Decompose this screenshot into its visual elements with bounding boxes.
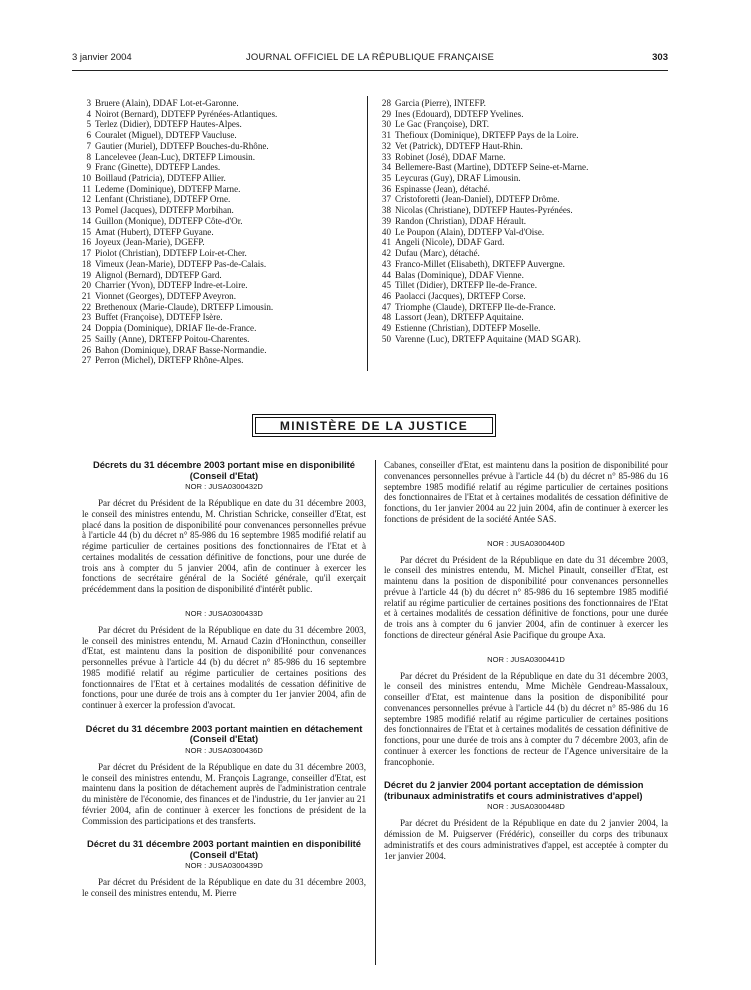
list-item-number: 12 [81,194,91,205]
list-item [380,98,680,109]
list-item-text: Le Gac (Françoise), DRT. [395,119,489,130]
list-item-number: 4 [86,108,91,119]
list-item [80,280,360,291]
list-item-number: 25 [81,333,91,344]
list-item-number: 38 [381,205,391,216]
list-item [380,173,680,184]
list-item-number: 5 [86,119,91,130]
decree-paragraph: Par décret du Président de la République en date du 31 décembre 2003, le conseil des ministres entendu, M. François Lagrange, conseiller d'Etat, est maintenu dans la position de détachement auprès de l'administration centrale du ministère de l'économie, des finances et de l'industrie, du 1er janvier au 21 février 2004, afin de continuer à exercer les fonctions de président de la Commission des participations et des transferts. [82,761,366,826]
list-item-text: Joyeux (Jean-Marie), DGEFP. [95,237,205,248]
list-item-number: 30 [381,119,391,130]
list-item-number: 45 [381,280,391,291]
list-item [80,216,360,227]
list-item-number: 41 [381,237,391,248]
list-item-text: Angeli (Nicole), DDAF Gard. [395,237,505,248]
ministry-heading: MINISTÈRE DE LA JUSTICE [255,417,493,434]
list-item [380,259,680,270]
list-item [80,323,360,334]
list-item [380,334,680,345]
list-item-number: 3 [86,98,91,108]
nor-reference: NOR : JUSA0300436D [185,745,263,755]
list-item [80,355,360,366]
list-item [380,184,680,195]
list-item-text: Varenne (Luc), DRTEFP Aquitaine (MAD SGAR). [395,333,581,344]
appointee-list-right [380,98,680,345]
column-divider-bottom [375,460,376,965]
list-item-text: Pomel (Jacques), DDTEFP Morbihan. [95,205,234,216]
list-item-number: 49 [381,323,391,334]
list-item [80,109,360,120]
list-item [80,141,360,152]
nor-reference: NOR : JUSA0300448D [487,802,565,812]
left-column [82,460,366,912]
list-item-number: 8 [86,151,91,162]
list-item [380,194,680,205]
list-item-number: 15 [81,226,91,237]
list-item-number: 40 [381,226,391,237]
list-item-number: 42 [381,248,391,259]
decree-paragraph: Cabanes, conseiller d'Etat, est maintenu dans la position de disponibilité pour convenances personnelles prévue à l'article 44 (b) du décret n° 85-986 du 16 septembre 1985 modifié relatif au régime particulier de certaines positions des fonctionnaires de l'Etat et à certaines modalités de cessation définitive de fonctions, du 1er janvier 2004 au 22 juin 2004, afin de continuer à exercer les fonctions de président de la société Antée SAS. [384,460,668,524]
list-item-number: 26 [81,344,91,355]
list-item [80,162,360,173]
list-item [380,205,680,216]
list-item-number: 19 [81,269,91,280]
list-item [80,130,360,141]
list-item [380,119,680,130]
list-item [80,173,360,184]
list-item-number: 22 [81,301,91,312]
list-item-text: Amat (Hubert), DTEFP Guyane. [95,226,214,237]
list-item-text: Brethenoux (Marie-Claude), DRTEFP Limousin. [95,301,274,312]
decree-title: Décrets du 31 décembre 2003 portant mise en disponibilité (Conseil d'Etat) [92,459,356,481]
list-item-text: Balas (Dominique), DDAF Vienne. [395,269,524,280]
list-item [80,237,360,248]
list-item-text: Lassort (Jean), DRTEFP Aquitaine. [395,312,524,323]
decree-paragraph: Par décret du Président de la République en date du 31 décembre 2003, le conseil des ministres entendu, M. Michel Pinault, conseiller d'Etat, est maintenu dans la position de disponibilité pour convenances personnelles prévue à l'article 44 (b) du décret n° 85-986 du 16 septembre 1985 modifié relatif au régime particulier de certaines positions des fonctionnaires de l'Etat et à certaines modalités de cessation définitive de fonctions, pour une durée de trois ans à compter du 6 janvier 2004, afin de continuer à exercer les fonctions de directeur général Asie Pacifique du groupe Axa. [384,554,668,640]
list-item-number: 33 [381,151,391,162]
list-item [80,205,360,216]
list-item-text: Paolacci (Jacques), DRTEFP Corse. [395,290,526,301]
list-item-number: 29 [381,108,391,119]
nor-reference: NOR : JUSA0300432D [185,482,263,491]
list-item-text: Le Poupon (Alain), DDTEFP Val-d'Oise. [395,226,545,237]
list-item [80,302,360,313]
list-item-text: Perron (Michel), DRTEFP Rhône-Alpes. [95,355,244,366]
list-item-text: Sailly (Anne), DRTEFP Poitou-Charentes. [95,333,250,344]
list-item [380,323,680,334]
list-item-text: Garcia (Pierre), INTEFP. [395,98,486,108]
list-item-text: Vet (Patrick), DDTEFP Haut-Rhin. [395,140,523,151]
nor-reference: NOR : JUSA0300433D [185,608,263,618]
list-item-text: Boillaud (Patricia), DDTEFP Allier. [95,173,226,184]
list-item-number: 14 [81,215,91,226]
list-item [380,248,680,259]
list-item-number: 35 [381,173,391,184]
list-item-text: Cristoforetti (Jean-Daniel), DDTEFP Drôme. [395,194,560,205]
list-item-number: 43 [381,258,391,269]
list-item [380,237,680,248]
list-item-text: Buffet (Françoise), DDTEFP Isère. [95,312,223,323]
list-item [80,98,360,109]
list-item [380,109,680,120]
header-journal-title: JOURNAL OFFICIEL DE LA RÉPUBLIQUE FRANÇAISE [245,52,495,63]
decree-paragraph: Par décret du Président de la République en date du 31 décembre 2003, le conseil des ministres entendu, M. Arnaud Cazin d'Honincthun, conseiller d'Etat, est maintenu dans la position de disponibilité pour convenances personnelles prévue à l'article 44 (b) du décret n° 85-986 du 16 septembre 1985 modifié relatif au régime particulier de certaines positions des fonctionnaires de l'Etat et à certaines modalités de cessation définitive de fonctions, pour une durée de trois ans à compter du 1er janvier 2004, afin de continuer à exercer la profession d'avocat. [82,624,366,710]
list-item-text: Doppia (Dominique), DRIAF Ile-de-France. [95,323,257,334]
list-item-number: 47 [381,301,391,312]
decree-paragraph: Par décret du Président de la République en date du 2 janvier 2004, la démission de M. Puigserver (Frédéric), conseiller du corps des tribunaux administratifs et des cours administratives d'appel, est acceptée à compter du 1er janvier 2004. [384,818,668,861]
list-item [80,291,360,302]
list-item [80,259,360,270]
list-item [80,119,360,130]
list-item-number: 20 [81,280,91,291]
list-item-text: Piolot (Christian), DDTEFP Loir-et-Cher. [95,248,247,259]
list-item [80,270,360,281]
list-item-number: 16 [81,237,91,248]
list-item-number: 34 [381,162,391,173]
list-item-text: Lancelevee (Jean-Luc), DRTEFP Limousin. [95,151,255,162]
list-item-number: 24 [81,323,91,334]
list-item-number: 32 [381,140,391,151]
list-item-number: 6 [86,130,91,141]
list-item-number: 36 [381,183,391,194]
list-item-number: 13 [81,205,91,216]
list-item-number: 31 [381,130,391,141]
list-item-number: 11 [82,183,91,194]
ministry-heading-box [252,414,496,437]
list-item-text: Robinet (José), DDAF Marne. [395,151,506,162]
list-item [80,345,360,356]
list-item [80,334,360,345]
page-header [72,52,668,66]
list-item [380,280,680,291]
list-item-number: 7 [86,140,91,151]
list-item-text: Nicolas (Christiane), DDTEFP Hautes-Pyrénées. [395,205,573,216]
nor-reference: NOR : JUSA0300440D [487,538,565,548]
list-item-number: 18 [81,258,91,269]
list-item-number: 28 [381,98,391,108]
nor-reference: NOR : JUSA0300439D [185,861,263,871]
appointee-list-left [80,98,360,366]
list-item-text: Bellemere-Bast (Martine), DDTEFP Seine-et-Marne. [395,162,589,173]
decree-paragraph: Par décret du Président de la République en date du 31 décembre 2003, le conseil des ministres entendu, M. Pierre [82,877,366,898]
list-item-text: Espinasse (Jean), détaché. [395,183,490,194]
list-item [380,302,680,313]
list-item-number: 46 [381,290,391,301]
list-item-text: Bahon (Dominique), DRAF Basse-Normandie. [95,344,267,355]
list-item-text: Couralet (Miguel), DDTEFP Vaucluse. [95,130,237,141]
list-item-number: 23 [81,312,91,323]
list-item [80,248,360,259]
list-item-text: Thefioux (Dominique), DRTEFP Pays de la Loire. [395,130,579,141]
list-item-number: 10 [81,173,91,184]
column-divider-top [367,96,368,371]
list-item [380,130,680,141]
list-item [80,194,360,205]
list-item [380,216,680,227]
list-item-text: Estienne (Christian), DDTEFP Moselle. [395,323,541,334]
list-item-text: Dufau (Marc), détaché. [395,248,480,259]
list-item-text: Ledeme (Dominique), DDTEFP Marne. [95,183,241,194]
list-item-number: 21 [81,290,91,301]
list-item-text: Vionnet (Georges), DDTEFP Aveyron. [95,290,236,301]
header-rule [72,70,668,71]
list-item-number: 39 [381,215,391,226]
list-item-text: Bruere (Alain), DDAF Lot-et-Garonne. [95,98,239,108]
list-item [80,184,360,195]
header-page-number: 303 [652,52,668,63]
list-item-text: Noirot (Bernard), DDTEFP Pyrénées-Atlantiques. [95,108,278,119]
list-item-number: 44 [381,269,391,280]
nor-reference: NOR : JUSA0300441D [487,654,565,664]
decree-title: Décret du 31 décembre 2003 portant maintien en détachement (Conseil d'Etat) [85,722,363,745]
list-item-text: Guillon (Monique), DDTEFP Côte-d'Or. [95,215,243,226]
list-item-text: Leycuras (Guy), DRAF Limousin. [395,173,521,184]
list-item-number: 17 [81,248,91,259]
list-item [80,152,360,163]
list-item [380,312,680,323]
list-item [80,312,360,323]
list-item-text: Randon (Christian), DDAF Hérault. [395,215,527,226]
list-item [380,152,680,163]
list-item-number: 50 [381,333,391,344]
list-item-text: Ines (Edouard), DDTEFP Yvelines. [395,108,524,119]
list-item [80,227,360,238]
list-item-text: Triomphe (Claude), DRTEFP Ile-de-France. [395,301,556,312]
list-item-text: Charrier (Yvon), DDTEFP Indre-et-Loire. [95,280,248,291]
decree-title: Décret du 31 décembre 2003 portant maintien en disponibilité (Conseil d'Etat) [86,838,362,860]
header-date: 3 janvier 2004 [72,52,132,63]
list-item [380,270,680,281]
list-item-text: Gautier (Muriel), DDTEFP Bouches-du-Rhône. [95,140,269,151]
list-item-text: Terlez (Didier), DDTEFP Hautes-Alpes. [95,119,242,130]
list-item [380,162,680,173]
list-item [380,141,680,152]
list-item-text: Alignol (Bernard), DDTEFP Gard. [95,269,222,280]
decree-title: Décret du 2 janvier 2004 portant acceptation de démission (tribunaux administratifs et cours administratives d'appel) [384,779,644,801]
list-item-number: 48 [381,312,391,323]
list-item-text: Vimeux (Jean-Marie), DDTEFP Pas-de-Calais. [95,258,267,269]
list-item-text: Lenfant (Christiane), DDTEFP Orne. [95,194,231,205]
list-item-number: 37 [381,194,391,205]
list-item-number: 9 [86,162,91,173]
list-item-text: Franco-Millet (Elisabeth), DRTEFP Auvergne. [395,258,565,269]
right-column [384,460,668,874]
decree-paragraph: Par décret du Président de la République en date du 31 décembre 2003, le conseil des ministres entendu, Mme Michèle Gendreau-Massaloux, conseiller d'Etat, est maintenue dans la position de disponibilité pour convenances personnelles prévue à l'article 44 (b) du décret n° 85-986 du 16 septembre 1985 modifié relatif au régime particulier de certaines positions des fonctionnaires de l'Etat et à certaines modalités de cessation définitive de fonctions, pour une durée de trois ans à compter du 7 décembre 2003, afin de continuer à exercer les fonctions de recteur de l'Agence universitaire de la francophonie. [384,670,668,767]
list-item-number: 27 [81,355,91,366]
list-item [380,291,680,302]
list-item-text: Franc (Ginette), DDTEFP Landes. [95,162,221,173]
decree-paragraph: Par décret du Président de la République en date du 31 décembre 2003, le conseil des ministres entendu, M. Christian Schricke, conseiller d'Etat, est placé dans la position de disponibilité pour convenances personnelles prévue à l'article 44 (b) du décret n° 85-986 du 16 septembre 1985 modifié relatif au régime particulier de certaines positions des fonctionnaires de l'Etat et à certaines modalités de cessation définitive de fonctions, pour une durée de trois ans à compter du 5 janvier 2004, afin de continuer à exercer les fonctions de secrétaire général de la Société générale, qu'il exerçait précédemment dans la position de disponibilité d'intérêt public. [82,498,366,594]
list-item-text: Tillet (Didier), DRTEFP Ile-de-France. [395,280,537,291]
list-item [380,227,680,238]
